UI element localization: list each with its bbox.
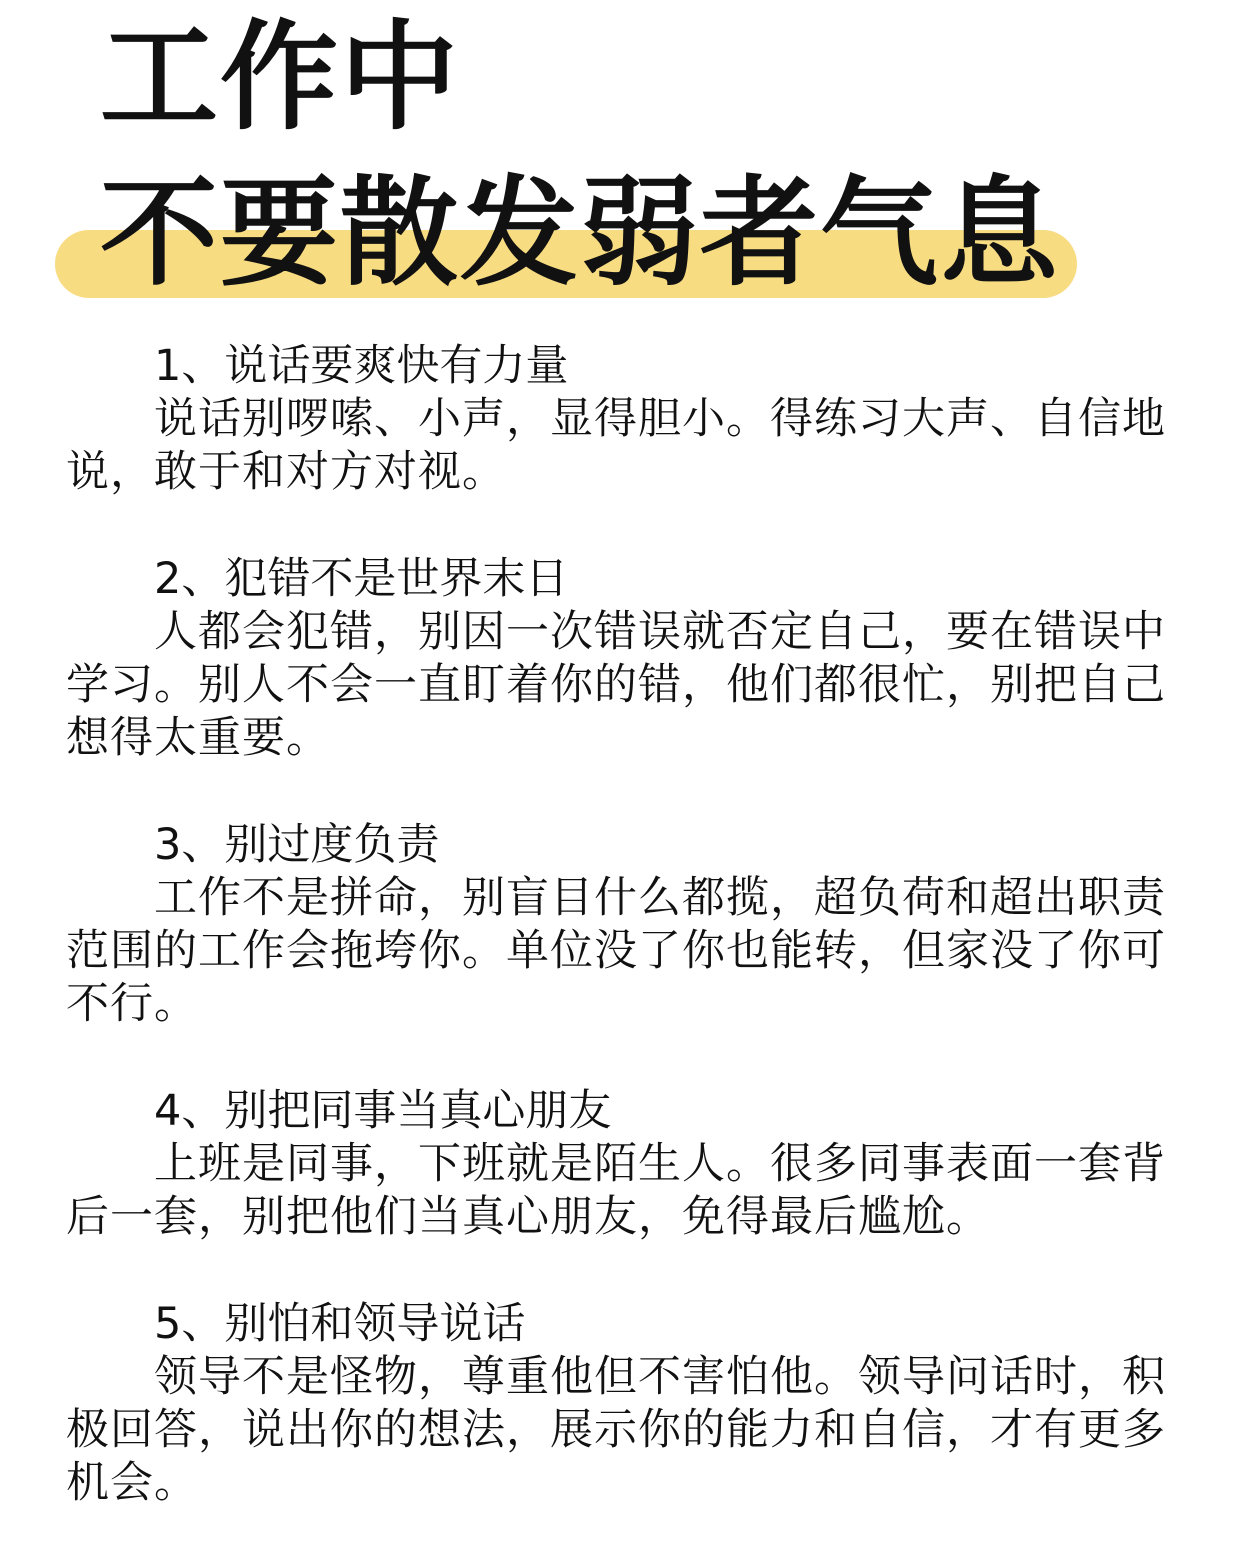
tip-section-4 [66, 1085, 1166, 1244]
tip-heading: 1、说话要爽快有力量 [154, 341, 569, 391]
tip-section-1 [66, 340, 1166, 499]
tip-heading: 4、别把同事当真心朋友 [154, 1086, 612, 1136]
page-title-line-2-wrapper [55, 164, 1077, 302]
tip-body: 工作不是拼命，别盲目什么都揽，超负荷和超出职责范围的工作会拖垮你。单位没了你也能转，但家没了你可不行。 [66, 873, 1166, 1029]
tip-heading: 3、别过度负责 [154, 820, 440, 870]
tip-body: 说话别啰嗦、小声，显得胆小。得练习大声、自信地说，敢于和对方对视。 [66, 394, 1166, 497]
page-title-line-1: 工作中 [100, 8, 461, 146]
page-title-line-2: 不要散发弱者气息 [100, 164, 1061, 302]
tip-section-5 [66, 1298, 1166, 1510]
tip-heading: 5、别怕和领导说话 [154, 1299, 526, 1349]
tip-body: 人都会犯错，别因一次错误就否定自己，要在错误中学习。别人不会一直盯着你的错，他们都很忙，别把自己想得太重要。 [66, 607, 1166, 763]
tip-body: 领导不是怪物，尊重他但不害怕他。领导问话时，积极回答，说出你的想法，展示你的能力和自信，才有更多机会。 [66, 1352, 1166, 1508]
tip-heading: 2、犯错不是世界末日 [154, 554, 569, 604]
tips-list [66, 340, 1166, 1564]
tip-section-2 [66, 553, 1166, 765]
tip-body: 上班是同事，下班就是陌生人。很多同事表面一套背后一套，别把他们当真心朋友，免得最后尴尬。 [66, 1139, 1166, 1242]
tip-section-3 [66, 819, 1166, 1031]
